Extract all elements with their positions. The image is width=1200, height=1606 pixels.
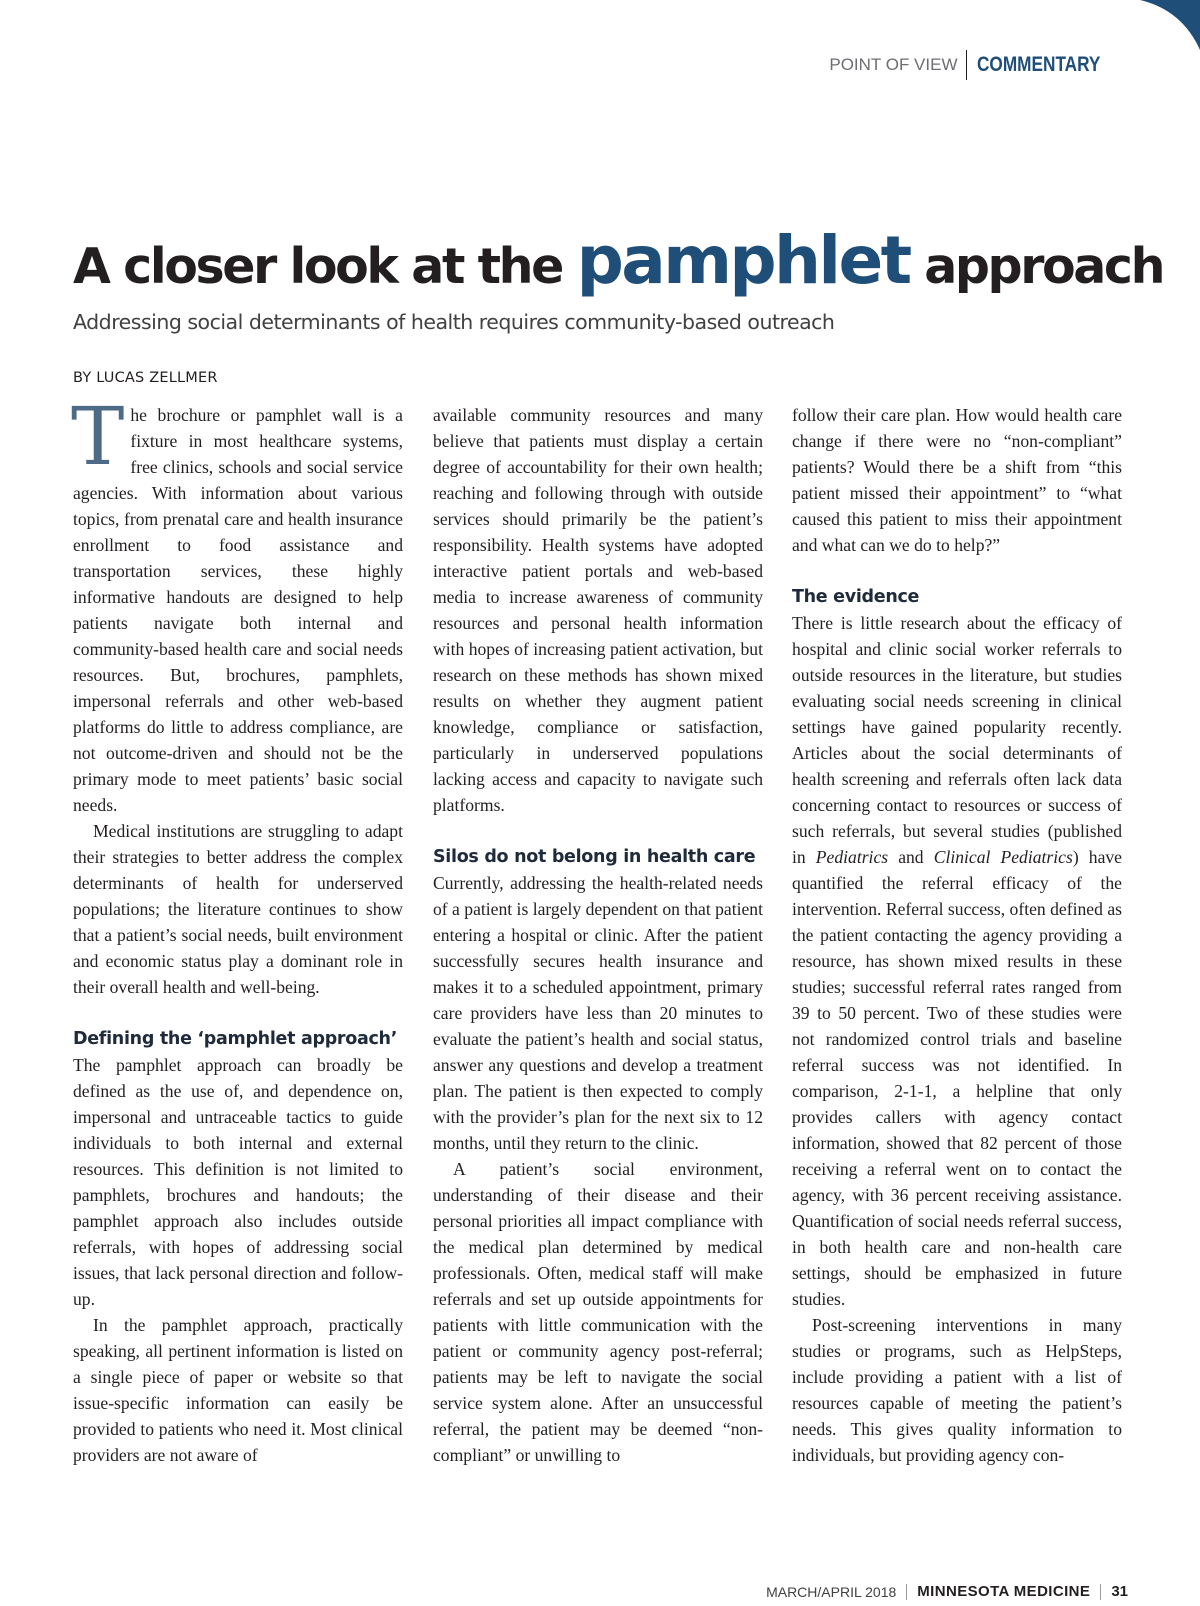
category-name: COMMENTARY xyxy=(976,53,1100,76)
footer-divider xyxy=(1100,1584,1101,1600)
paragraph: Currently, addressing the health-related needs of a patient is largely dependent on that patient entering a hospital or clinic. After the patient successfully secures health insurance and makes it to a scheduled appointment, primary care providers have less than 20 minutes to evaluate the patient’s health and social status, answer any questions and develop a treatment plan. The patient is then expected to comply with the provider’s plan for the next six to 12 months, until they return to the clinic. xyxy=(433,873,763,1153)
paragraph: Post-screening interventions in many studies or programs, such as HelpSteps, include providing a patient with a list of resources capable of meeting the patient’s needs. This gives quality information to individuals, but providing agency con- xyxy=(792,1315,1122,1465)
article-deck: Addressing social determinants of health requires community-based outreach xyxy=(73,310,835,334)
journal-title: Clinical Pediatrics xyxy=(933,847,1073,867)
text-run: There is little research about the efficacy of hospital and clinic social worker referrals to outside resources in the literature, but studies evaluating social needs screening in clinical settings have gained popularity recently. Articles about the social determinants of health screening and referrals often lack data concerning contact to resources or success of such referrals, but several studies (published in xyxy=(792,613,1122,867)
article-title xyxy=(73,222,1163,299)
footer-divider xyxy=(906,1584,907,1600)
issue-date: MARCH/APRIL 2018 xyxy=(766,1583,897,1600)
title-part-2: approach xyxy=(909,238,1164,295)
column-2 xyxy=(433,402,763,1468)
paragraph: Medical institutions are struggling to adapt their strategies to better address the complex determinants of health for underserved populations; the literature continues to show that a patient’s social needs, built environment and economic status play a dominant role in their overall health and well-being. xyxy=(73,821,403,997)
paragraph-evidence xyxy=(792,610,1122,1312)
section-label xyxy=(829,50,1127,80)
spacer xyxy=(73,1000,403,1026)
corner-decoration xyxy=(1130,0,1200,62)
spacer xyxy=(792,558,1122,584)
text-run: ) have quantified the referral efficacy of the intervention. Referral success, often defined as the patient contacting the agency providing a resource, has shown mixed results in these studies; successful referral rates ranged from 39 to 50 percent. Two of these studies were not randomized control trials and baseline referral success was not identified. In comparison, 2-1-1, a helpline that only provides callers with agency contact information, showed that 82 percent of those receiving a referral went on to contact the agency, with 36 percent receiving assistance. Quantification of social needs referral success, in both health care and non-health care settings, should be emphasized in future studies. xyxy=(792,847,1122,1309)
title-part-1: A closer look at the xyxy=(73,238,577,295)
journal-title: Pediatrics xyxy=(815,847,889,867)
subhead-pamphlet-approach: Defining the ‘pamphlet approach’ xyxy=(73,1029,398,1049)
corner-arc-shape xyxy=(1130,0,1200,62)
drop-cap: T xyxy=(71,390,125,483)
paragraph: A patient’s social environment, understanding of their disease and their personal priorities all impact compliance with the medical plan determined by medical professionals. Often, medical staff will make referrals and set up outside appointments for patients with little communication with the patient or community agency post-referral; patients may be left to navigate the social service system alone. After an unsuccessful referral, the patient may be deemed “non-compliant” or unwilling to xyxy=(433,1159,763,1465)
section-name: POINT OF VIEW xyxy=(829,55,958,74)
paragraph: available community resources and many believe that patients must display a certain degree of accountability for their own health; reaching and following through with outside services should primarily be the patient’s responsibility. Health systems have adopted interactive patient portals and web-based media to increase awareness of community resources and personal health information with hopes of increasing patient activation, but research on these methods has shown mixed results on whether they augment patient knowledge, compliance or satisfaction, particularly in underserved populations lacking access and capacity to navigate such platforms. xyxy=(433,405,763,815)
byline: BY LUCAS ZELLMER xyxy=(73,370,218,386)
paragraph: The pamphlet approach can broadly be defined as the use of, and dependence on, impersonal and untraceable tactics to guide individuals to both internal and external resources. This definition is not limited to pamphlets, brochures and handouts; the pamphlet approach also includes outside referrals, with hopes of addressing social issues, that lack personal direction and follow-up. xyxy=(73,1055,403,1309)
column-3 xyxy=(792,402,1122,1468)
paragraph-intro xyxy=(71,390,403,818)
text-run: and xyxy=(888,847,934,867)
spacer xyxy=(433,818,763,844)
paragraph: follow their care plan. How would health care change if there were no “non-compliant” patients? Would there be a shift from “this patient missed their appointment” to “what caused this patient to miss their appointment and what can we do to help?” xyxy=(792,405,1122,555)
magazine-name: MINNESOTA MEDICINE xyxy=(917,1583,1091,1600)
column-1 xyxy=(71,390,403,1468)
section-divider xyxy=(966,50,967,80)
page-footer xyxy=(766,1583,1128,1600)
subhead-silos: Silos do not belong in health care xyxy=(433,847,756,867)
subhead-evidence: The evidence xyxy=(792,587,920,607)
paragraph: In the pamphlet approach, practically speaking, all pertinent information is listed on a single piece of paper or website so that issue-specific information can easily be provided to patients who need it. Most clinical providers are not aware of xyxy=(73,1315,403,1465)
title-accent-word: pamphlet xyxy=(576,222,910,299)
intro-text: he brochure or pamphlet wall is a fixture in most healthcare systems, free clinics, schools and social service agencies. With information about various topics, from prenatal care and health insurance enrollment to food assistance and transportation services, these highly informative handouts are designed to help patients navigate both internal and community-based health care and social needs resources. But, brochures, pamphlets, impersonal referrals and other web-based platforms do little to address compliance, are not outcome-driven and should not be the primary mode to meet patients’ basic social needs. xyxy=(73,405,403,815)
page-number: 31 xyxy=(1111,1583,1128,1600)
